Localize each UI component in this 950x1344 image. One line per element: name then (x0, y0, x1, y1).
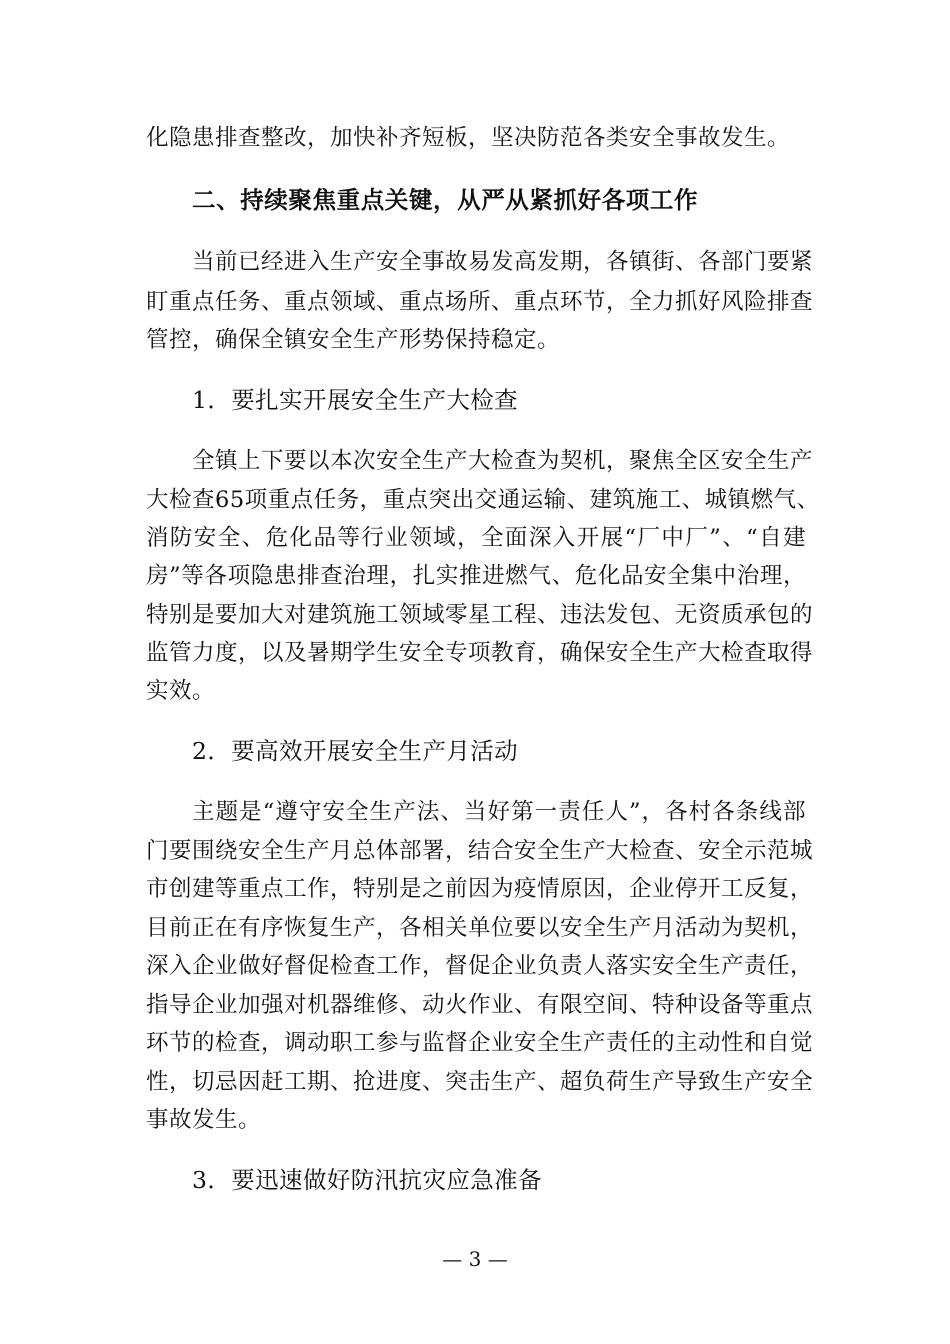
paragraph-line: 目前正在有序恢复生产，各相关单位要以安全生产月活动为契机， (146, 915, 814, 941)
paragraph-line: 化隐患排查整改，加快补齐短板，坚决防范各类安全事故发生。 (146, 125, 791, 151)
paragraph-line: 大检查65项重点任务，重点突出交通运输、建筑施工、城镇燃气、 (146, 487, 820, 513)
paragraph-line: 管控，确保全镇安全生产形势保持稳定。 (146, 327, 561, 353)
paragraph-line: 房”等各项隐患排查治理，扎实推进燃气、危化品安全集中治理， (146, 563, 806, 589)
section-heading: 二、持续聚焦重点关键，从严从紧抓好各项工作 (192, 186, 699, 214)
subsection-heading: 1．要扎实开展安全生产大检查 (192, 386, 519, 414)
paragraph-line: 监管力度，以及暑期学生安全专项教育，确保安全生产大检查取得 (146, 640, 814, 666)
paragraph-line: 市创建等重点工作，特别是之前因为疫情原因，企业停开工反复， (146, 876, 814, 902)
paragraph-line: 当前已经进入生产安全事故易发高发期，各镇街、各部门要紧 (192, 249, 814, 275)
paragraph-line: 事故发生。 (146, 1107, 262, 1133)
paragraph-line: 消防安全、危化品等行业领域，全面深入开展“厂中厂”、“自建 (146, 525, 806, 551)
paragraph-line: 全镇上下要以本次安全生产大检查为契机，聚焦全区安全生产 (192, 448, 814, 474)
paragraph-line: 盯重点任务、重点领域、重点场所、重点环节，全力抓好风险排查 (146, 289, 814, 315)
paragraph-line: 环节的检查，调动职工参与监督企业安全生产责任的主动性和自觉 (146, 1030, 814, 1056)
paragraph-line: 主题是“遵守安全生产法、当好第一责任人”，各村各条线部 (192, 799, 806, 825)
subsection-heading: 2．要高效开展安全生产月活动 (192, 737, 519, 765)
paragraph-line: 性，切忌因赶工期、抢进度、突击生产、超负荷生产导致生产安全 (146, 1069, 814, 1095)
paragraph-line: 实效。 (146, 678, 216, 704)
subsection-heading: 3．要迅速做好防汛抗灾应急准备 (192, 1166, 542, 1194)
page-number: — 3 — (442, 1247, 508, 1271)
paragraph-line: 特别是要加大对建筑施工领域零星工程、违法发包、无资质承包的 (146, 602, 814, 628)
paragraph-line: 指导企业加强对机器维修、动火作业、有限空间、特种设备等重点 (146, 992, 814, 1018)
paragraph-line: 深入企业做好督促检查工作，督促企业负责人落实安全生产责任， (146, 953, 814, 979)
paragraph-line: 门要围绕安全生产月总体部署，结合安全生产大检查、安全示范城 (146, 838, 814, 864)
